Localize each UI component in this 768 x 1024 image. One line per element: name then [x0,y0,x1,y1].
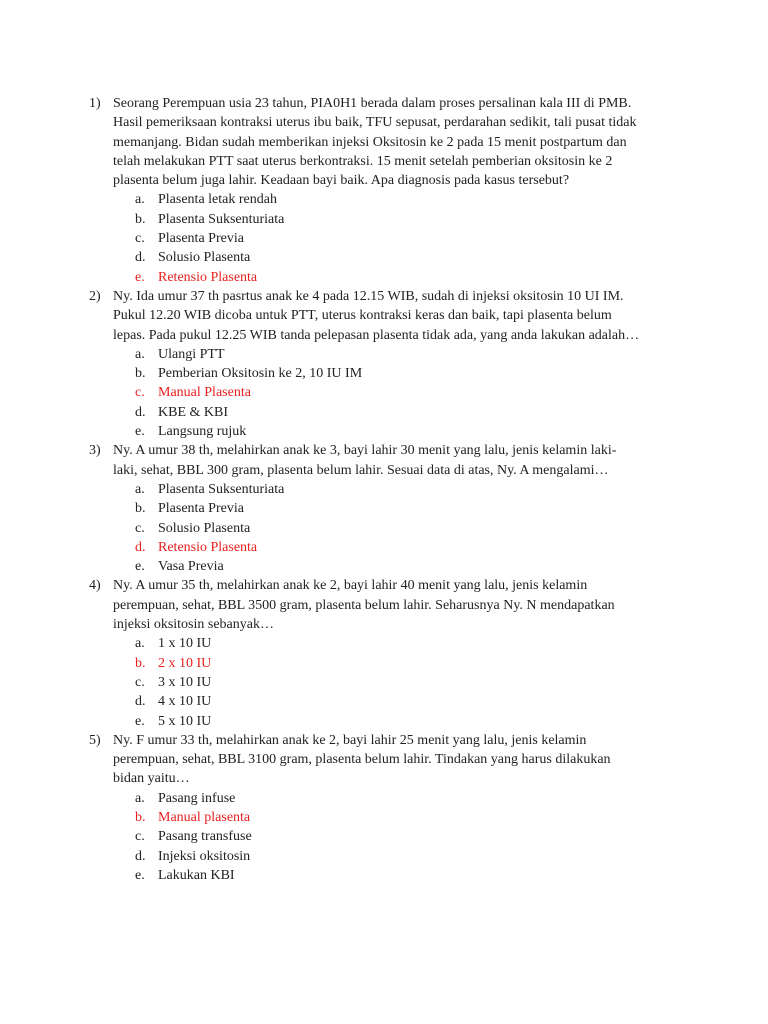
option-b [0,499,768,518]
option-letter: c. [135,231,145,247]
option-letter: e. [135,713,145,729]
option-text: Solusio Plasenta [158,250,251,266]
option-text: Manual Plasenta [158,385,251,401]
option-letter: a. [135,346,145,362]
option-letter: d. [135,404,146,420]
option-d [0,403,768,422]
option-text: Retensio Plasenta [158,269,258,285]
option-c [0,383,768,402]
option-b [0,808,768,827]
option-e [0,866,768,885]
option-letter: c. [135,674,145,690]
option-a [0,190,768,209]
option-e [0,557,768,576]
option-text: Plasenta Suksenturiata [158,211,285,227]
option-letter: e. [135,424,145,440]
question-4 [0,576,768,730]
option-text: Langsung rujuk [158,424,247,440]
question-text: Ny. Ida umur 37 th pasrtus anak ke 4 pada 12.15 WIB, sudah di injeksi oksitosin 10 UI IM. Pukul 12.20 WIB dicoba untuk PTT, uterus kontraksi keras dan baik, tapi plasenta belum lepas. Pada pukul 12.25 WIB tanda pelepasan plasenta tidak ada, yang anda lakukan adalah… [113,288,640,343]
option-d [0,248,768,267]
option-letter: c. [135,520,145,536]
question-number: 4) [89,578,101,594]
option-text: 5 x 10 IU [158,713,212,729]
option-b [0,364,768,383]
option-letter: a. [135,192,145,208]
option-c [0,673,768,692]
option-a [0,789,768,808]
option-text: Lakukan KBI [158,867,235,883]
option-text: KBE & KBI [158,404,228,420]
option-letter: d. [135,848,146,864]
option-letter: d. [135,539,146,555]
option-list [0,190,768,286]
option-letter: a. [135,481,145,497]
option-letter: b. [135,211,146,227]
option-text: Pemberian Oksitosin ke 2, 10 IU IM [158,366,363,382]
option-text: Plasenta Previa [158,231,244,247]
question-text: Seorang Perempuan usia 23 tahun, PIA0H1 berada dalam proses persalinan kala III di PMB. Hasil pemeriksaan kontraksi uterus ibu baik, TFU sepusat, perdarahan sedikit, tali pusat tidak memanjang. Bidan sudah memberikan injeksi Oksitosin ke 2 pada 15 menit postpartum dan telah melakukan PTT saat uterus berkontraksi. 15 menit setelah pemberian oksitosin ke 2 plasenta belum juga lahir. Keadaan bayi baik. Apa diagnosis pada kasus tersebut? [113,96,637,189]
option-text: Plasenta Suksenturiata [158,481,285,497]
question-2 [0,287,768,441]
option-text: Ulangi PTT [158,346,225,362]
option-text: 4 x 10 IU [158,694,212,710]
option-letter: d. [135,250,146,266]
option-text: 3 x 10 IU [158,674,212,690]
option-text: Pasang transfuse [158,829,252,845]
option-text: 2 x 10 IU [158,655,212,671]
option-text: Vasa Previa [158,559,224,575]
option-c [0,229,768,248]
option-letter: d. [135,694,146,710]
option-d [0,692,768,711]
question-number: 5) [89,732,101,748]
option-text: Plasenta letak rendah [158,192,277,208]
option-b [0,210,768,229]
question-1 [0,94,768,287]
option-list [0,480,768,576]
question-number: 1) [89,96,101,111]
option-letter: b. [135,809,146,825]
option-c [0,519,768,538]
option-text: Retensio Plasenta [158,539,258,555]
option-text: Plasenta Previa [158,501,244,517]
question-5 [0,731,768,885]
question-number: 3) [89,443,101,459]
option-text: Injeksi oksitosin [158,848,251,864]
option-text: Solusio Plasenta [158,520,251,536]
question-3 [0,441,768,576]
option-letter: e. [135,559,145,575]
option-letter: e. [135,269,145,285]
option-a [0,480,768,499]
option-letter: a. [135,636,145,652]
question-text: Ny. A umur 38 th, melahirkan anak ke 3, bayi lahir 30 menit yang lalu, jenis kelamin laki- laki, sehat, BBL 300 gram, plasenta belum lahir. Sesuai data di atas, Ny. A mengalami… [113,443,617,478]
option-letter: e. [135,867,145,883]
option-letter: b. [135,501,146,517]
option-text: 1 x 10 IU [158,636,212,652]
option-d [0,538,768,557]
option-a [0,634,768,653]
option-e [0,268,768,287]
option-d [0,847,768,866]
option-text: Pasang infuse [158,790,236,806]
option-letter: b. [135,655,146,671]
option-a [0,345,768,364]
option-list [0,345,768,441]
option-list [0,634,768,730]
question-text: Ny. A umur 35 th, melahirkan anak ke 2, bayi lahir 40 menit yang lalu, jenis kelamin perempuan, sehat, BBL 3500 gram, plasenta belum lahir. Seharusnya Ny. N mendapatkan injeksi oksitosin sebanyak… [113,578,615,633]
option-c [0,827,768,846]
option-text: Manual plasenta [158,809,251,825]
option-letter: a. [135,790,145,806]
option-letter: c. [135,829,145,845]
option-e [0,712,768,731]
option-letter: b. [135,366,146,382]
question-number: 2) [89,288,101,304]
option-b [0,654,768,673]
option-list [0,789,768,885]
option-e [0,422,768,441]
option-letter: c. [135,385,145,401]
question-text: Ny. F umur 33 th, melahirkan anak ke 2, bayi lahir 25 menit yang lalu, jenis kelamin perempuan, sehat, BBL 3100 gram, plasenta belum lahir. Tindakan yang harus dilakukan bidan yaitu… [113,732,611,787]
